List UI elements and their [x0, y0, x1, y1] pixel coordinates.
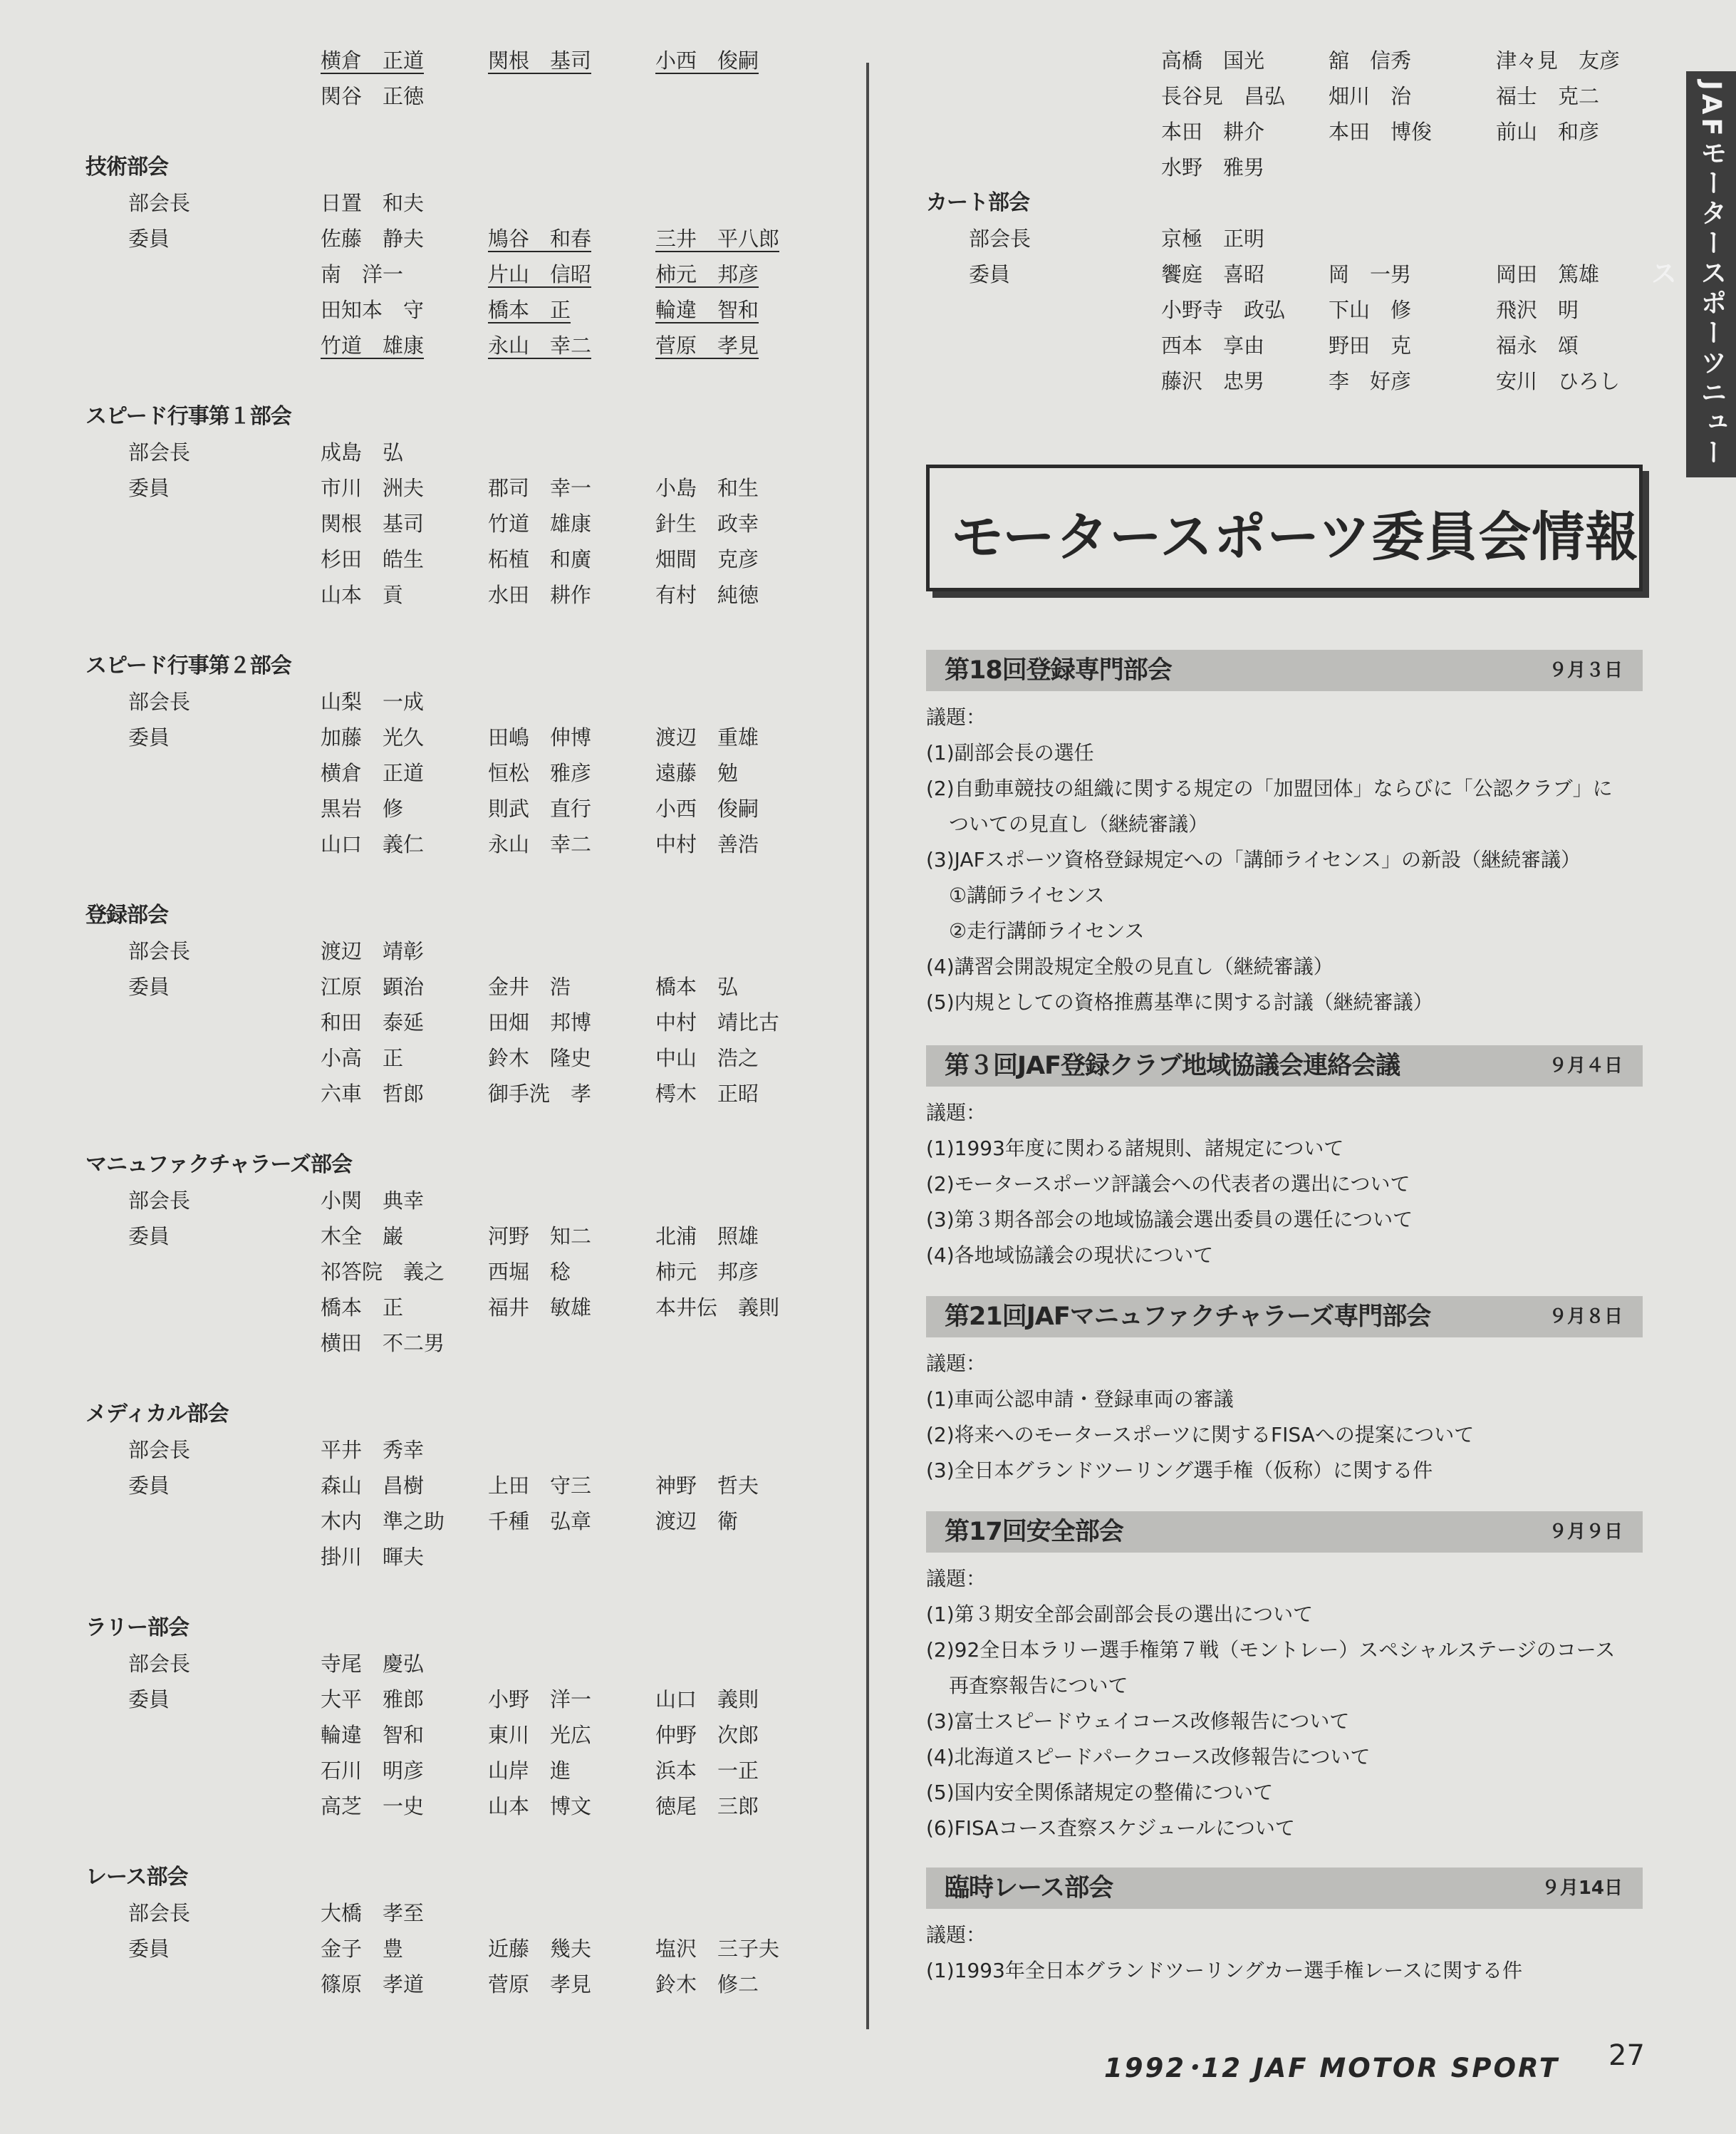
member-name: 舘 信秀 — [1329, 48, 1412, 73]
committee-heading: マニュファクチャラーズ部会 — [85, 1152, 352, 1177]
meeting-title: 第３回JAF登録クラブ地域協議会連絡会議 — [945, 1052, 1400, 1080]
member-name: 橋本 正 — [488, 298, 571, 322]
member-row — [85, 1040, 841, 1076]
member-name: 福永 頌 — [1496, 333, 1579, 358]
agenda-item: (2)将来へのモータースポーツに関するFISAへの提案について — [926, 1423, 1475, 1446]
agenda-item: (2)92全日本ラリー選手権第７戦（モントレー）スペシャルステージのコース — [926, 1638, 1616, 1662]
chief-label: 部会長 — [128, 191, 191, 215]
member-label: 委員 — [128, 227, 170, 251]
committee-heading: メディカル部会 — [85, 1402, 229, 1426]
meeting-title: 第17回安全部会 — [945, 1518, 1123, 1546]
section-side-tab: JAFモータースポーツニュース — [1686, 71, 1736, 477]
member-row — [85, 43, 841, 78]
meeting-block — [926, 1511, 1643, 1846]
member-name: 山本 博文 — [488, 1794, 592, 1818]
member-name: 柿元 邦彦 — [655, 262, 759, 286]
member-name: 徳尾 三郎 — [655, 1794, 759, 1818]
chief-label: 部会長 — [969, 227, 1031, 251]
member-name: 李 好彦 — [1329, 369, 1412, 393]
chief-row — [85, 933, 841, 969]
member-name: 小高 正 — [321, 1046, 404, 1070]
spacer — [85, 1824, 841, 1860]
committee-heading: スピード行事第２部会 — [85, 653, 291, 678]
chief-row — [85, 185, 841, 221]
member-row — [85, 221, 841, 257]
meeting-agenda — [926, 691, 1643, 1020]
chief-row — [85, 435, 841, 470]
committee-heading: スピード行事第１部会 — [85, 404, 291, 429]
agenda-item: (1)副部会長の選任 — [926, 741, 1094, 765]
member-row — [926, 150, 1667, 185]
member-name: 橋本 正 — [321, 1295, 404, 1320]
agenda-item: (3)富士スピードウェイコース改修報告について — [926, 1709, 1350, 1733]
chief-name: 寺尾 慶弘 — [321, 1652, 425, 1676]
spacer — [85, 862, 841, 898]
info-title-box — [926, 465, 1643, 591]
agenda-item: (5)内規としての資格推薦基準に関する討議（継続審議） — [926, 990, 1433, 1014]
agenda-item: ②走行講師ライセンス — [949, 919, 1145, 943]
agenda-item: (3)第３期各部会の地域協議会選出委員の選任について — [926, 1208, 1413, 1231]
member-name: 柘植 和廣 — [488, 547, 592, 571]
member-label: 委員 — [969, 262, 1011, 286]
member-name: 高芝 一史 — [321, 1794, 425, 1818]
chief-label: 部会長 — [128, 1901, 191, 1925]
member-row — [85, 720, 841, 755]
member-row — [85, 577, 841, 613]
meeting-header — [926, 1045, 1643, 1087]
member-row — [85, 1503, 841, 1539]
member-row — [926, 43, 1667, 78]
agenda-label: 議題： — [926, 705, 987, 729]
chief-row — [85, 684, 841, 720]
member-name: 大平 雅郎 — [321, 1687, 425, 1711]
member-row — [85, 1325, 841, 1361]
meeting-agenda — [926, 1087, 1643, 1273]
member-name: 恒松 雅彦 — [488, 761, 592, 785]
member-name: 金井 浩 — [488, 975, 571, 999]
member-row — [85, 78, 841, 114]
member-name: 江原 顕治 — [321, 975, 425, 999]
member-name: 杉田 皓生 — [321, 547, 425, 571]
spacer — [85, 363, 841, 399]
member-name: 藤沢 忠男 — [1161, 369, 1265, 393]
member-name: 中山 浩之 — [655, 1046, 759, 1070]
member-row — [926, 78, 1667, 114]
member-name: 六車 哲郎 — [321, 1082, 425, 1106]
member-name: 近藤 幾夫 — [488, 1937, 592, 1961]
member-name: 東川 光広 — [488, 1723, 592, 1747]
agenda-item: (3)JAFスポーツ資格登録規定への「講師ライセンス」の新設（継続審議） — [926, 848, 1581, 871]
member-name: 田畑 邦博 — [488, 1010, 592, 1035]
member-name: 水田 耕作 — [488, 583, 592, 607]
meeting-title: 第18回登録専門部会 — [945, 656, 1172, 685]
member-name: 横田 不二男 — [321, 1331, 445, 1355]
member-name: 飛沢 明 — [1496, 298, 1579, 322]
member-name: 岡田 篤雄 — [1496, 262, 1600, 286]
member-name: 上田 守三 — [488, 1473, 592, 1498]
agenda-item: (6)FISAコース査察スケジュールについて — [926, 1816, 1295, 1840]
member-name: 本井伝 義則 — [655, 1295, 780, 1320]
chief-name: 山梨 一成 — [321, 690, 425, 714]
member-name: 郡司 幸一 — [488, 476, 592, 500]
page-number: 27 — [1608, 2039, 1645, 2072]
agenda-item: (2)自動車競技の組織に関する規定の「加盟団体」ならびに「公認クラブ」に — [926, 777, 1613, 800]
member-name: 水野 雅男 — [1161, 155, 1265, 180]
spacer — [85, 1112, 841, 1147]
member-name: 中村 善浩 — [655, 832, 759, 856]
member-name: 木内 準之助 — [321, 1509, 445, 1533]
meeting-header — [926, 1511, 1643, 1553]
member-name: 柿元 邦彦 — [655, 1260, 759, 1284]
committee-heading: ラリー部会 — [85, 1615, 189, 1640]
member-name: 山口 義則 — [655, 1687, 759, 1711]
member-row — [85, 1753, 841, 1788]
member-name: 樗木 正昭 — [655, 1082, 759, 1106]
member-name: 畑川 治 — [1329, 84, 1412, 108]
agenda-item: (1)第３期安全部会副部会長の選出について — [926, 1602, 1314, 1626]
member-name: 片山 信昭 — [488, 262, 592, 286]
member-label: 委員 — [128, 975, 170, 999]
right-column — [926, 43, 1667, 399]
member-name: 河野 知二 — [488, 1224, 592, 1248]
member-row — [85, 1468, 841, 1503]
member-row — [926, 328, 1667, 363]
member-name: 御手洗 孝 — [488, 1082, 592, 1106]
agenda-item: (4)北海道スピードパークコース改修報告について — [926, 1745, 1371, 1768]
member-name: 小野 洋一 — [488, 1687, 592, 1711]
member-name: 橋本 弘 — [655, 975, 739, 999]
column-divider — [866, 63, 869, 2029]
agenda-item: (1)1993年全日本グランドツーリングカー選手権レースに関する件 — [926, 1959, 1522, 1982]
agenda-item: (3)全日本グランドツーリング選手権（仮称）に関する件 — [926, 1459, 1433, 1482]
member-name: 千種 弘章 — [488, 1509, 592, 1533]
member-name: 津々見 友彦 — [1496, 48, 1621, 73]
member-row — [85, 1076, 841, 1112]
member-name: 山口 義仁 — [321, 832, 425, 856]
member-row — [85, 470, 841, 506]
chief-name: 日置 和夫 — [321, 191, 425, 215]
chief-label: 部会長 — [128, 440, 191, 465]
member-name: 輪違 智和 — [321, 1723, 425, 1747]
meeting-block — [926, 650, 1643, 1020]
agenda-item: 再査察報告について — [949, 1674, 1128, 1697]
meeting-header — [926, 1296, 1643, 1337]
member-row — [85, 1788, 841, 1824]
member-name: 福井 敏雄 — [488, 1295, 592, 1320]
chief-name: 渡辺 靖彰 — [321, 939, 425, 963]
meeting-date: ９月４日 — [1548, 1055, 1623, 1077]
member-name: 横倉 正道 — [321, 761, 425, 785]
member-name: 田嶋 伸博 — [488, 725, 592, 750]
member-name: 前山 和彦 — [1496, 120, 1600, 144]
member-name: 掛川 暉夫 — [321, 1545, 425, 1569]
member-name: 南 洋一 — [321, 262, 404, 286]
member-name: 石川 明彦 — [321, 1759, 425, 1783]
committee-heading: レース部会 — [85, 1865, 188, 1890]
meeting-agenda — [926, 1553, 1643, 1846]
member-name: 竹道 雄康 — [488, 512, 592, 536]
member-name: 黒岩 修 — [321, 797, 404, 821]
chief-row — [85, 1183, 841, 1218]
meeting-agenda — [926, 1909, 1643, 1989]
member-label: 委員 — [128, 1937, 170, 1961]
member-row — [85, 1717, 841, 1753]
chief-label: 部会長 — [128, 1188, 191, 1213]
member-name: 竹道 雄康 — [321, 333, 425, 358]
member-name: 西本 享由 — [1161, 333, 1265, 358]
member-name: 市川 洲夫 — [321, 476, 425, 500]
chief-name: 平井 秀幸 — [321, 1438, 425, 1462]
member-row — [85, 1682, 841, 1717]
agenda-item: (4)講習会開設規定全般の見直し（継続審議） — [926, 955, 1334, 978]
member-row — [85, 1290, 841, 1325]
chief-row — [85, 1432, 841, 1468]
member-name: 浜本 一正 — [655, 1759, 759, 1783]
member-name: 祁答院 義之 — [321, 1260, 445, 1284]
chief-row — [85, 1895, 841, 1931]
member-name: 鳩谷 和春 — [488, 227, 592, 251]
chief-label: 部会長 — [128, 939, 191, 963]
spacer — [85, 613, 841, 648]
member-name: 本田 博俊 — [1329, 120, 1433, 144]
member-name: 山本 貢 — [321, 583, 404, 607]
member-name: 遠藤 勉 — [655, 761, 739, 785]
member-name: 金子 豊 — [321, 1937, 404, 1961]
committee-heading: 技術部会 — [85, 155, 168, 180]
member-name: 針生 政幸 — [655, 512, 759, 536]
member-name: 横倉 正道 — [321, 48, 425, 73]
meeting-title: 第21回JAFマニュファクチャラーズ専門部会 — [945, 1302, 1431, 1331]
member-row — [85, 1931, 841, 1967]
member-row — [926, 292, 1667, 328]
member-name: 佐藤 静夫 — [321, 227, 425, 251]
member-name: 小野寺 政弘 — [1161, 298, 1286, 322]
member-row — [85, 969, 841, 1005]
agenda-label: 議題： — [926, 1101, 987, 1124]
agenda-item: (1)1993年度に関わる諸規則、諸規定について — [926, 1136, 1344, 1160]
member-row — [85, 791, 841, 827]
member-name: 小西 俊嗣 — [655, 48, 759, 73]
agenda-item: ついての見直し（継続審議） — [949, 812, 1209, 836]
member-name: 神野 哲夫 — [655, 1473, 759, 1498]
member-row — [85, 755, 841, 791]
chief-name: 大橋 孝至 — [321, 1901, 425, 1925]
member-name: 有村 純徳 — [655, 583, 759, 607]
agenda-label: 議題： — [926, 1923, 987, 1947]
chief-label: 部会長 — [128, 1652, 191, 1676]
member-name: 西堀 稔 — [488, 1260, 571, 1284]
member-name: 森山 昌樹 — [321, 1473, 425, 1498]
member-row — [85, 542, 841, 577]
agenda-label: 議題： — [926, 1352, 987, 1375]
member-name: 鈴木 隆史 — [488, 1046, 592, 1070]
member-name: 加藤 光久 — [321, 725, 425, 750]
member-name: 高橋 国光 — [1161, 48, 1265, 73]
member-name: 下山 修 — [1329, 298, 1412, 322]
member-row — [85, 827, 841, 862]
agenda-item: (1)車両公認申請・登録車両の審議 — [926, 1387, 1234, 1411]
chief-label: 部会長 — [128, 1438, 191, 1462]
member-row — [85, 257, 841, 292]
meeting-date: ９月８日 — [1548, 1306, 1623, 1327]
member-label: 委員 — [128, 476, 170, 500]
meeting-block — [926, 1045, 1643, 1273]
meeting-header — [926, 1868, 1643, 1909]
member-name: 野田 克 — [1329, 333, 1412, 358]
chief-name: 京極 正明 — [1161, 227, 1265, 251]
member-row — [926, 114, 1667, 150]
member-name: 田知本 守 — [321, 298, 425, 322]
magazine-footer: 1992･12 JAF MOTOR SPORT — [1104, 2053, 1560, 2083]
chief-label: 部会長 — [128, 690, 191, 714]
member-name: 関根 基司 — [321, 512, 425, 536]
member-name: 菅原 孝見 — [488, 1972, 592, 1996]
member-name: 篠原 孝道 — [321, 1972, 425, 1996]
info-title: モータースポーツ委員会情報 — [951, 507, 1639, 568]
chief-name: 成島 弘 — [321, 440, 404, 465]
member-label: 委員 — [128, 725, 170, 750]
committee-heading: 登録部会 — [85, 903, 168, 928]
left-column — [85, 43, 841, 2002]
member-name: 則武 直行 — [488, 797, 592, 821]
member-row — [85, 292, 841, 328]
spacer — [85, 1361, 841, 1397]
member-name: 岡 一男 — [1329, 262, 1412, 286]
member-name: 渡辺 重雄 — [655, 725, 759, 750]
meeting-date: ９月３日 — [1548, 660, 1623, 681]
member-label: 委員 — [128, 1473, 170, 1498]
member-row — [926, 257, 1667, 292]
member-label: 委員 — [128, 1687, 170, 1711]
member-name: 小西 俊嗣 — [655, 797, 759, 821]
member-name: 菅原 孝見 — [655, 333, 759, 358]
chief-row — [926, 221, 1667, 257]
member-name: 長谷見 昌弘 — [1161, 84, 1286, 108]
agenda-label: 議題： — [926, 1567, 987, 1590]
member-name: 三井 平八郎 — [655, 227, 780, 251]
member-name: 塩沢 三子夫 — [655, 1937, 780, 1961]
member-name: 福士 克二 — [1496, 84, 1600, 108]
spacer — [85, 114, 841, 150]
agenda-item: ①講師ライセンス — [949, 884, 1105, 907]
chief-name: 小関 典幸 — [321, 1188, 425, 1213]
member-row — [85, 1967, 841, 2002]
spacer — [85, 1575, 841, 1610]
agenda-item: (5)国内安全関係諸規定の整備について — [926, 1781, 1274, 1804]
committee-heading: カート部会 — [926, 190, 1029, 215]
chief-row — [85, 1646, 841, 1682]
member-name: 饗庭 喜昭 — [1161, 262, 1265, 286]
meeting-date: ９月９日 — [1548, 1521, 1623, 1543]
member-name: 和田 泰延 — [321, 1010, 425, 1035]
meeting-block — [926, 1296, 1643, 1488]
agenda-item: (2)モータースポーツ評議会への代表者の選出について — [926, 1172, 1410, 1196]
member-name: 渡辺 衛 — [655, 1509, 739, 1533]
member-name: 畑間 克彦 — [655, 547, 759, 571]
member-label: 委員 — [128, 1224, 170, 1248]
member-name: 仲野 次郎 — [655, 1723, 759, 1747]
member-name: 永山 幸二 — [488, 333, 592, 358]
member-row — [85, 1539, 841, 1575]
member-name: 安川 ひろし — [1496, 369, 1621, 393]
meeting-title: 臨時レース部会 — [945, 1874, 1113, 1902]
member-name: 北浦 照雄 — [655, 1224, 759, 1248]
member-row — [85, 1254, 841, 1290]
member-row — [926, 363, 1667, 399]
agenda-item: (4)各地域協議会の現状について — [926, 1243, 1214, 1267]
member-name: 関谷 正徳 — [321, 84, 425, 108]
member-row — [85, 1218, 841, 1254]
member-row — [85, 1005, 841, 1040]
meeting-date: ９月14日 — [1541, 1877, 1623, 1899]
member-name: 鈴木 修二 — [655, 1972, 759, 1996]
member-name: 木全 巌 — [321, 1224, 404, 1248]
meeting-agenda — [926, 1337, 1643, 1488]
member-row — [85, 506, 841, 542]
meeting-header — [926, 650, 1643, 691]
member-name: 山岸 進 — [488, 1759, 571, 1783]
member-name: 永山 幸二 — [488, 832, 592, 856]
member-row — [85, 328, 841, 363]
member-name: 中村 靖比古 — [655, 1010, 780, 1035]
member-name: 関根 基司 — [488, 48, 592, 73]
member-name: 輪違 智和 — [655, 298, 759, 322]
member-name: 小島 和生 — [655, 476, 759, 500]
meeting-block — [926, 1868, 1643, 1989]
member-name: 本田 耕介 — [1161, 120, 1265, 144]
